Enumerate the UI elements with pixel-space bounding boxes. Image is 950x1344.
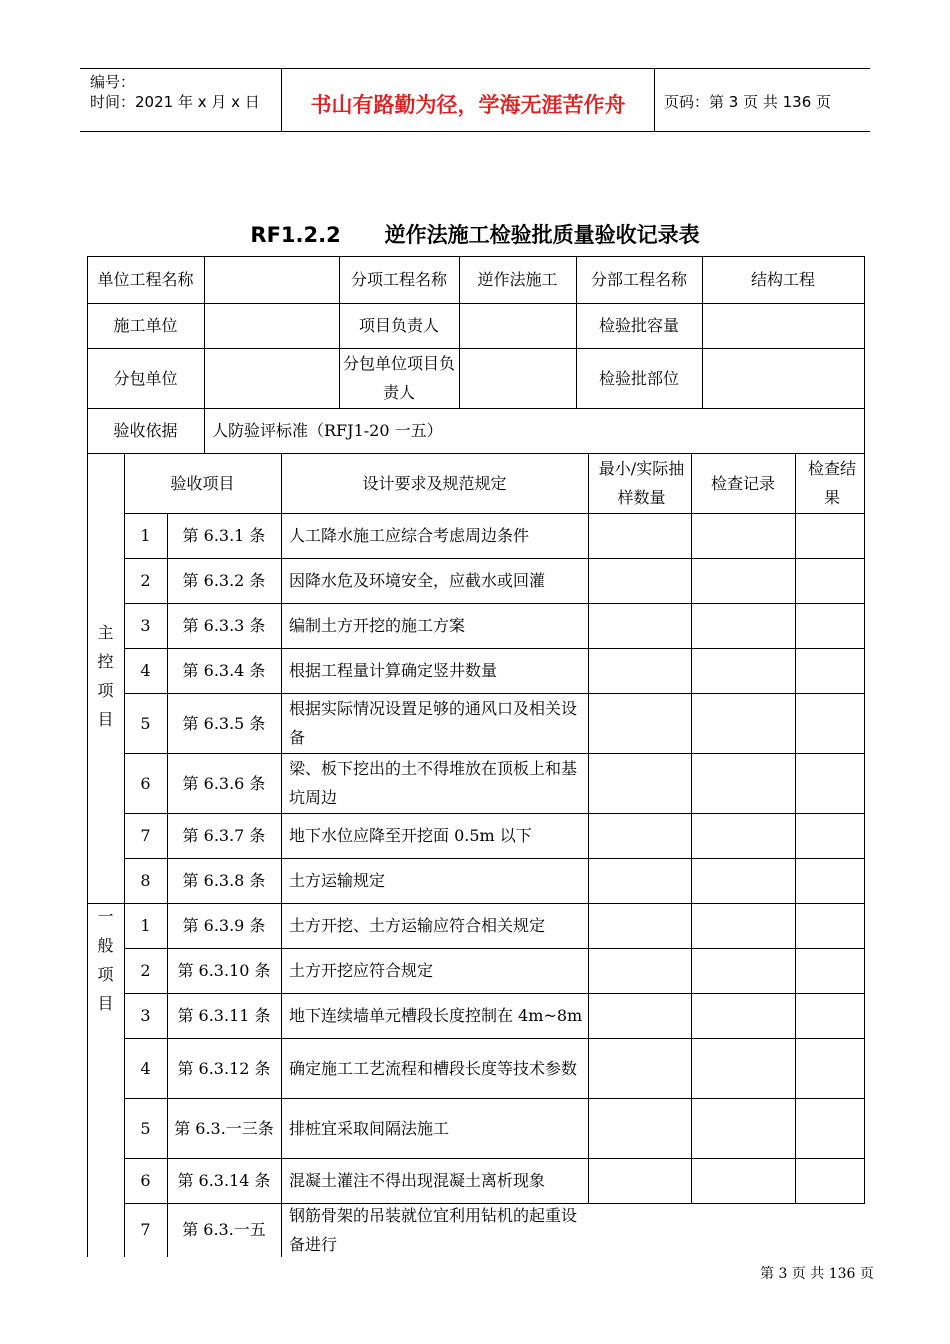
general-item-requirement: 土方开挖、土方运输应符合相关规定 xyxy=(289,916,546,935)
main-item-clause: 第 6.3.1 条 xyxy=(182,526,266,545)
grid-line xyxy=(204,256,205,454)
general-item-no: 6 xyxy=(140,1171,151,1190)
main-item-requirement: 编制土方开挖的施工方案 xyxy=(289,616,466,635)
grid-line xyxy=(124,753,865,754)
grid-line xyxy=(124,558,865,559)
main-item-clause: 第 6.3.8 条 xyxy=(182,871,266,890)
main-item-clause: 第 6.3.7 条 xyxy=(182,826,266,845)
form-title: RF1.2.2 逆作法施工检验批质量验收记录表 xyxy=(250,223,700,247)
grid-line xyxy=(864,453,865,1204)
division-value: 结构工程 xyxy=(750,270,815,289)
general-item-requirement: 钢筋骨架的吊装就位宜利用钻机的起重设备进行 xyxy=(289,1205,578,1254)
grid-line xyxy=(124,858,865,859)
sub-item-label: 分项工程名称 xyxy=(350,270,447,289)
main-item-requirement: 梁、板下挖出的土不得堆放在顶板上和基坑周边 xyxy=(289,759,578,807)
general-item-clause: 第 6.3.一五 xyxy=(182,1220,266,1239)
main-item-requirement: 因降水危及环境安全，应截水或回灌 xyxy=(289,571,546,590)
column-requirement: 设计要求及规范规定 xyxy=(362,473,507,493)
general-item-requirement: 混凝土灌注不得出现混凝土离析现象 xyxy=(289,1171,546,1190)
main-item-requirement: 人工降水施工应综合考虑周边条件 xyxy=(289,526,530,545)
division-label: 分部工程名称 xyxy=(590,270,687,289)
main-item-no: 2 xyxy=(140,571,151,590)
main-item-clause: 第 6.3.2 条 xyxy=(182,571,266,590)
inspection-record-table xyxy=(87,256,864,1256)
grid-line xyxy=(124,948,865,949)
sub-item-value: 逆作法施工 xyxy=(477,270,558,289)
general-item-clause: 第 6.3.11 条 xyxy=(177,1006,271,1025)
main-item-requirement: 土方运输规定 xyxy=(289,871,386,890)
unit-project-value xyxy=(204,256,339,303)
grid-line xyxy=(124,648,865,649)
main-item-no: 1 xyxy=(140,526,151,545)
column-result: 检查结果 xyxy=(807,459,856,507)
grid-line xyxy=(124,993,865,994)
grid-line xyxy=(124,453,125,1257)
page-header xyxy=(80,68,870,132)
grid-line xyxy=(124,813,865,814)
subcontractor-manager-label: 分包单位项目负责人 xyxy=(343,354,456,402)
main-item-clause: 第 6.3.3 条 xyxy=(182,616,266,635)
general-item-requirement: 确定施工工艺流程和槽段长度等技术参数 xyxy=(289,1058,578,1078)
main-item-clause: 第 6.3.4 条 xyxy=(182,661,266,680)
header-motto: 书山有路勤为径，学海无涯苦作舟 xyxy=(310,93,626,117)
document-number-label: 编号： xyxy=(90,73,136,91)
general-section-label: 一般项目 xyxy=(97,906,114,1013)
grid-line xyxy=(124,1158,865,1159)
header-left xyxy=(80,69,280,131)
general-item-no: 5 xyxy=(140,1118,151,1138)
general-item-clause: 第 6.3.一三条 xyxy=(174,1118,274,1138)
header-center xyxy=(281,69,655,131)
general-item-clause: 第 6.3.10 条 xyxy=(177,961,271,980)
main-section-label: 主控项目 xyxy=(97,623,114,729)
main-item-no: 7 xyxy=(140,826,151,845)
acceptance-basis-value: 人防验评标准（RFJ1-20 一五） xyxy=(212,421,443,440)
main-item-requirement: 地下水位应降至开挖面 0.5m 以下 xyxy=(289,826,532,845)
main-item-clause: 第 6.3.6 条 xyxy=(182,773,266,793)
general-item-requirement: 排桩宜采取间隔法施工 xyxy=(289,1118,450,1138)
header-page-label: 页码：第 3 页 共 136 页 xyxy=(664,93,832,111)
main-item-no: 3 xyxy=(140,616,151,635)
main-item-requirement: 根据工程量计算确定竖井数量 xyxy=(289,661,498,680)
main-item-no: 8 xyxy=(140,871,151,890)
unit-project-label: 单位工程名称 xyxy=(97,270,194,289)
grid-line xyxy=(588,453,589,1204)
general-item-requirement: 地下连续墙单元槽段长度控制在 4m~8m xyxy=(289,1006,583,1025)
grid-line xyxy=(864,256,865,454)
grid-line xyxy=(167,513,168,1257)
page-footer: 第 3 页 共 136 页 xyxy=(760,1266,874,1282)
header-right xyxy=(654,69,870,131)
grid-line xyxy=(124,603,865,604)
grid-line xyxy=(339,256,340,409)
grid-line xyxy=(795,453,796,1204)
grid-line xyxy=(281,453,282,1257)
main-item-no: 5 xyxy=(140,713,151,733)
grid-line xyxy=(459,256,460,409)
column-record: 检查记录 xyxy=(710,473,775,493)
grid-line xyxy=(124,693,865,694)
column-sample: 最小/实际抽样数量 xyxy=(598,459,685,507)
document-date-label: 时间：2021 年 x 月 x 日 xyxy=(90,93,260,111)
general-item-no: 1 xyxy=(140,916,151,935)
subcontractor-label: 分包单位 xyxy=(113,368,178,388)
grid-line xyxy=(702,256,703,409)
grid-line xyxy=(576,256,577,409)
general-item-requirement: 土方开挖应符合规定 xyxy=(289,961,434,980)
grid-line xyxy=(124,1038,865,1039)
general-item-no: 2 xyxy=(140,961,151,980)
grid-line xyxy=(691,453,692,1204)
general-item-clause: 第 6.3.9 条 xyxy=(182,916,266,935)
main-item-requirement: 根据实际情况设置足够的通风口及相关设备 xyxy=(289,699,578,747)
batch-capacity-label: 检验批容量 xyxy=(598,316,679,335)
grid-line xyxy=(124,1098,865,1099)
general-item-no: 7 xyxy=(140,1220,151,1239)
project-manager-label: 项目负责人 xyxy=(358,316,439,335)
grid-line xyxy=(124,1203,865,1204)
main-item-no: 6 xyxy=(140,773,151,793)
general-item-clause: 第 6.3.14 条 xyxy=(177,1171,271,1190)
acceptance-basis-label: 验收依据 xyxy=(113,421,178,440)
construction-unit-label: 施工单位 xyxy=(113,316,178,335)
main-item-no: 4 xyxy=(140,661,151,680)
grid-line xyxy=(124,513,865,514)
column-item: 验收项目 xyxy=(170,473,235,493)
grid-line xyxy=(87,903,865,904)
main-item-clause: 第 6.3.5 条 xyxy=(182,713,266,733)
general-item-no: 4 xyxy=(140,1058,151,1078)
general-item-clause: 第 6.3.12 条 xyxy=(177,1058,271,1078)
general-item-no: 3 xyxy=(140,1006,151,1025)
batch-location-label: 检验批部位 xyxy=(598,368,679,388)
grid-line xyxy=(87,256,88,1257)
